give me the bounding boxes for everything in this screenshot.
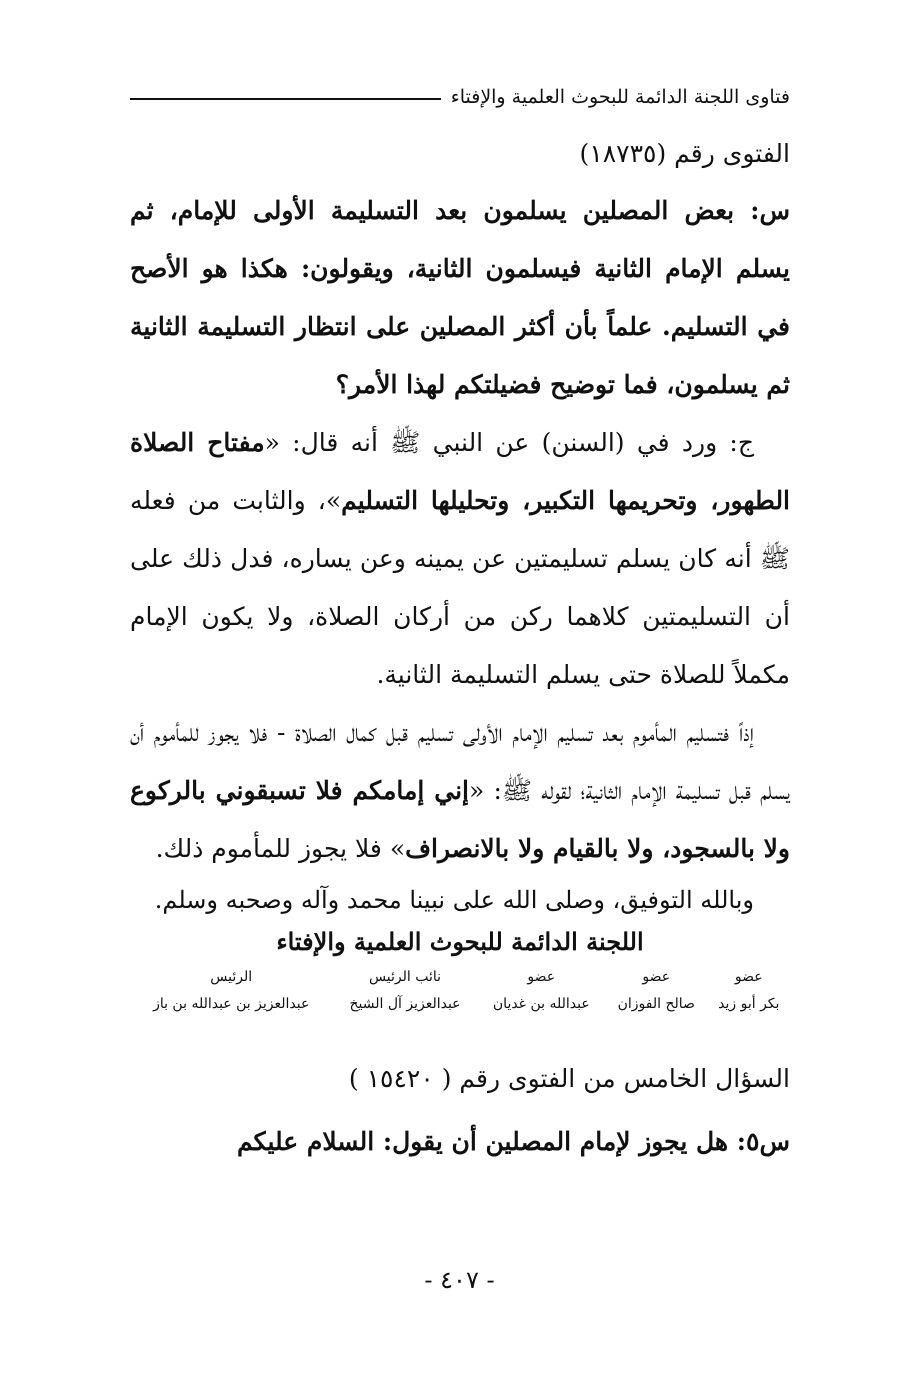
signatory-name: عبدالعزيز بن عبدالله بن باز (153, 996, 310, 1012)
fatwa-number: الفتوى رقم (١٨٧٣٥) (579, 139, 790, 168)
signatory-role: عضو (527, 969, 556, 985)
running-header (130, 80, 790, 114)
closing-prayer: وبالله التوفيق، وصلى الله على نبينا محمد وآله وصحبه وسلم. (154, 886, 754, 914)
second-fatwa-reference: السؤال الخامس من الفتوى رقم ( ١٥٤٢٠ ) (348, 1064, 790, 1093)
signatory-name: بكر أبو زيد (718, 996, 780, 1012)
committee-name: اللجنة الدائمة للبحوث العلمية والإفتاء (276, 927, 644, 956)
document-page (130, 80, 790, 1171)
signatory-name: صالح الفوزان (617, 996, 695, 1012)
signatory-name: عبدالله بن غديان (492, 996, 590, 1012)
answer-paragraph-2 (130, 704, 790, 878)
header-rule (130, 98, 441, 100)
page-number: - ٤٠٧ - (424, 1266, 495, 1294)
signatory-names-row (130, 993, 790, 1015)
answer-p2-text: إذاً فتسليم المأموم بعد تسليم الإمام الأولى تسليم قبل كمال الصلاة - فلا يجوز للمأموم أن يسلم قبل تسليمة الإمام الثانية؛ لقوله ﷺ: « (130, 718, 790, 805)
signatory-role: عضو (734, 969, 763, 985)
answer-p1-prefix: ج: ورد في (السنن) عن النبي ﷺ أنه قال: « (264, 428, 754, 457)
signatory-name: عبدالعزيز آل الشيخ (349, 996, 461, 1012)
answer-p1-suffix: »، والثابت من فعله ﷺ أنه كان يسلم تسليمتين عن يمينه وعن يساره، فدل ذلك على أن التسليمتين كلاهما ركن من أركان الصلاة، ولا يكون الإمام مكملاً للصلاة حتى يسلم التسليمة الثانية. (130, 486, 790, 689)
answer-paragraph-1 (130, 414, 790, 704)
signatory-role: نائب الرئيس (368, 969, 442, 985)
running-title: فتاوى اللجنة الدائمة للبحوث العلمية والإفتاء (450, 86, 790, 108)
hadith-quote-2: إني إمامكم فلا تسبقوني بالركوع ولا بالسجود، ولا بالقيام ولا بالانصراف (130, 776, 790, 863)
question-text: س: بعض المصلين يسلمون بعد التسليمة الأولى للإمام، ثم يسلم الإمام الثانية فيسلمون الثانية، ويقولون: هكذا هو الأصح في التسليم. علماً بأن أكثر المصلين على انتظار التسليمة الثانية ثم يسلمون، فما توضيح فضيلتكم لهذا الأمر؟ (130, 196, 790, 399)
signatory-roles-row (130, 966, 790, 993)
signatory-role: الرئيس (210, 969, 253, 985)
signatory-role: عضو (642, 969, 671, 985)
question-5-text: س٥: هل يجوز لإمام المصلين أن يقول: السلام عليكم (237, 1127, 790, 1156)
answer-p2-suffix: » فلا يجوز للمأموم ذلك. (155, 834, 406, 863)
hadith-quote-1: مفتاح الصلاة الطهور، وتحريمها التكبير، وتحليلها التسليم (130, 428, 791, 515)
signatories-table (130, 966, 790, 1015)
